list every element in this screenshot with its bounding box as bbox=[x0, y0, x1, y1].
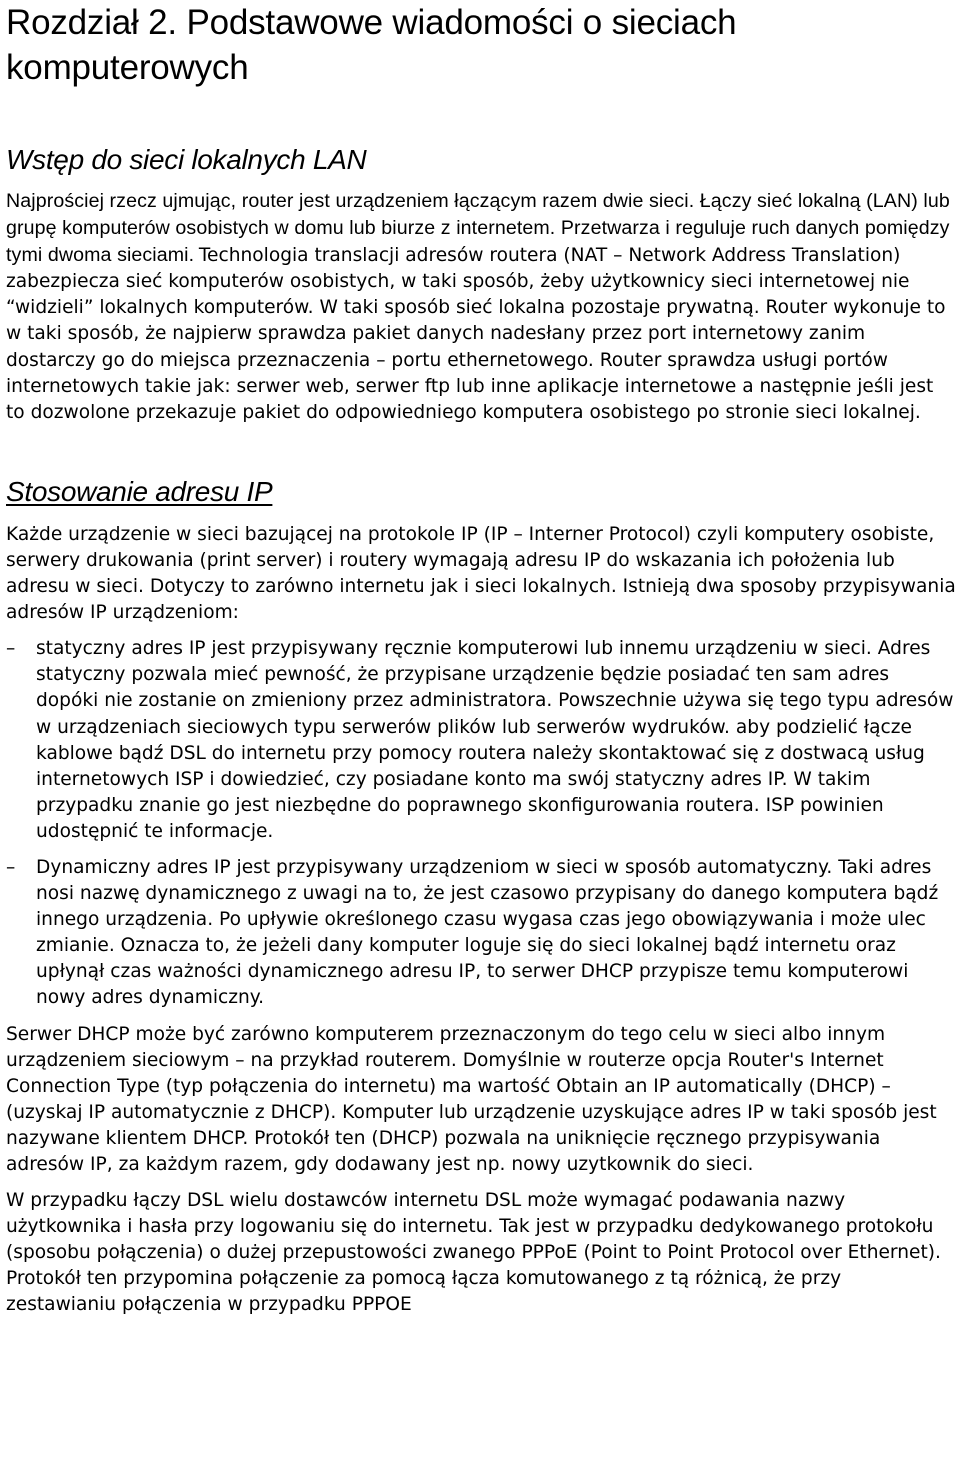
section-heading-ip: Stosowanie adresu IP bbox=[6, 475, 273, 507]
dash-bullet: – bbox=[6, 856, 16, 878]
list-item-static-ip bbox=[6, 636, 956, 845]
ip-assignment-list bbox=[6, 636, 956, 1011]
lan-paragraph-nat: Technologia translacji adresów routera (NAT – Network Address Translation) zabezpiecza sieć komputerów osobistych, w taki sposób, żeby użytkownicy sieci internetowej nie “widzieli” lokalnych komputerów. W taki sposób sieć lokalna pozostaje prywatną. Router wykonuje to w taki sposób, że najpierw sprawdza pakiet danych nadesłany przez port internetowy zanim dostarczy go do miejsca przeznaczenia – portu ethernetowego. Router sprawdza usługi portów internetowych takie jak: serwer web, serwer ftp lub inne aplikacje internetowe a następnie jeśli jest to dozwolone przekazuje pakiet do odpowiedniego komputera osobistego po stronie sieci lokalnej. bbox=[6, 245, 946, 423]
document-page bbox=[6, 0, 956, 1319]
list-item-text: statyczny adres IP jest przypisywany ręcznie komputerowi lub innemu urządzeniu w sieci. Adres statyczny pozwala mieć pewność, że przypisane urządzenie będzie posiadać ten sam adres dopóki nie zostanie on zmieniony przez administratora. Powszechnie używa się tego typu adresów w urządzeniach sieciowych typu serwerów plików lub serwerów wydruków. aby podzielić łącze kablowe bądź DSL do internetu przy pomocy routera należy skontaktować się z dostwacą usług internetowych ISP i dowiedzieć, czy posiadane konto ma swój statyczny adres IP. W takim przypadku znanie go jest niezbędne do poprawnego skonfigurowania routera. ISP powinien udostępnić te informacje. bbox=[36, 638, 954, 842]
dsl-paragraph: W przypadku łączy DSL wielu dostawców internetu DSL może wymagać podawania nazwy użytkownika i hasła przy logowaniu się do internetu. Tak jest w przypadku dedykowanego protokołu (sposobu połączenia) o dużej przepustowości zwanego PPPoE (Point to Point Protocol over Ethernet). Protokół ten przypomina połączenie za pomocą łącza komutowanego z tą różnicą, że przy zestawianiu połączenia w przypadku PPPOE bbox=[6, 1190, 941, 1316]
chapter-title: Rozdział 2. Podstawowe wiadomości o sieciach komputerowych bbox=[6, 3, 737, 87]
dash-bullet: – bbox=[6, 638, 16, 660]
ip-intro-paragraph: Każde urządzenie w sieci bazującej na protokole IP (IP – Interner Protocol) czyli komputery osobiste, serwery drukowania (print server) i routery wymagają adresu IP do wskazania ich położenia lub adresu w sieci. Dotyczy to zarówno internetu jak i sieci lokalnych. Istnieją dwa sposoby przypisywania adresów IP urządzeniom: bbox=[6, 523, 956, 624]
lan-paragraph-intro: Najprościej rzecz ujmując, router jest urządzeniem łączącym razem dwie sieci. Łączy sieć lokalną (LAN) lub grupę komputerów osobistych w domu lub biurze z internetem. Przetwarza i reguluje ruch danych pomiędzy tymi dwoma sieciami. bbox=[6, 190, 950, 267]
section-heading-lan: Wstęp do sieci lokalnych LAN bbox=[6, 144, 367, 175]
dhcp-paragraph: Serwer DHCP może być zarówno komputerem przeznaczonym do tego celu w sieci albo innym urządzeniem sieciowym – na przykład routerem. Domyślnie w routerze opcja Router's Internet Connection Type (typ połączenia do internetu) ma wartość Obtain an IP automatically (DHCP) – (uzyskaj IP automatycznie z DHCP). Komputer lub urządzenie uzyskujące adres IP w taki sposób jest nazywane klientem DHCP. Protokół ten (DHCP) pozwala na uniknięcie ręcznego przypisywania adresów IP, za każdym razem, gdy dodawany jest np. nowy uzytkownik do sieci. bbox=[6, 1023, 937, 1175]
lan-paragraph bbox=[6, 188, 956, 426]
list-item-dynamic-ip bbox=[6, 855, 956, 1012]
list-item-text: Dynamiczny adres IP jest przypisywany urządzeniom w sieci w sposób automatyczny. Taki adres nosi nazwę dynamicznego z uwagi na to, że jest czasowo przypisany do danego komputera bądź innego urządzenia. Po upływie określonego czasu wygasa czas jego obowiązywania i może ulec zmianie. Oznacza to, że jeżeli dany komputer loguje się do sieci lokalnej bądź internetu oraz upłynął czas ważności dynamicznego adresu IP, to serwer DHCP przypisze temu komputerowi nowy adres dynamiczny. bbox=[36, 856, 939, 1009]
